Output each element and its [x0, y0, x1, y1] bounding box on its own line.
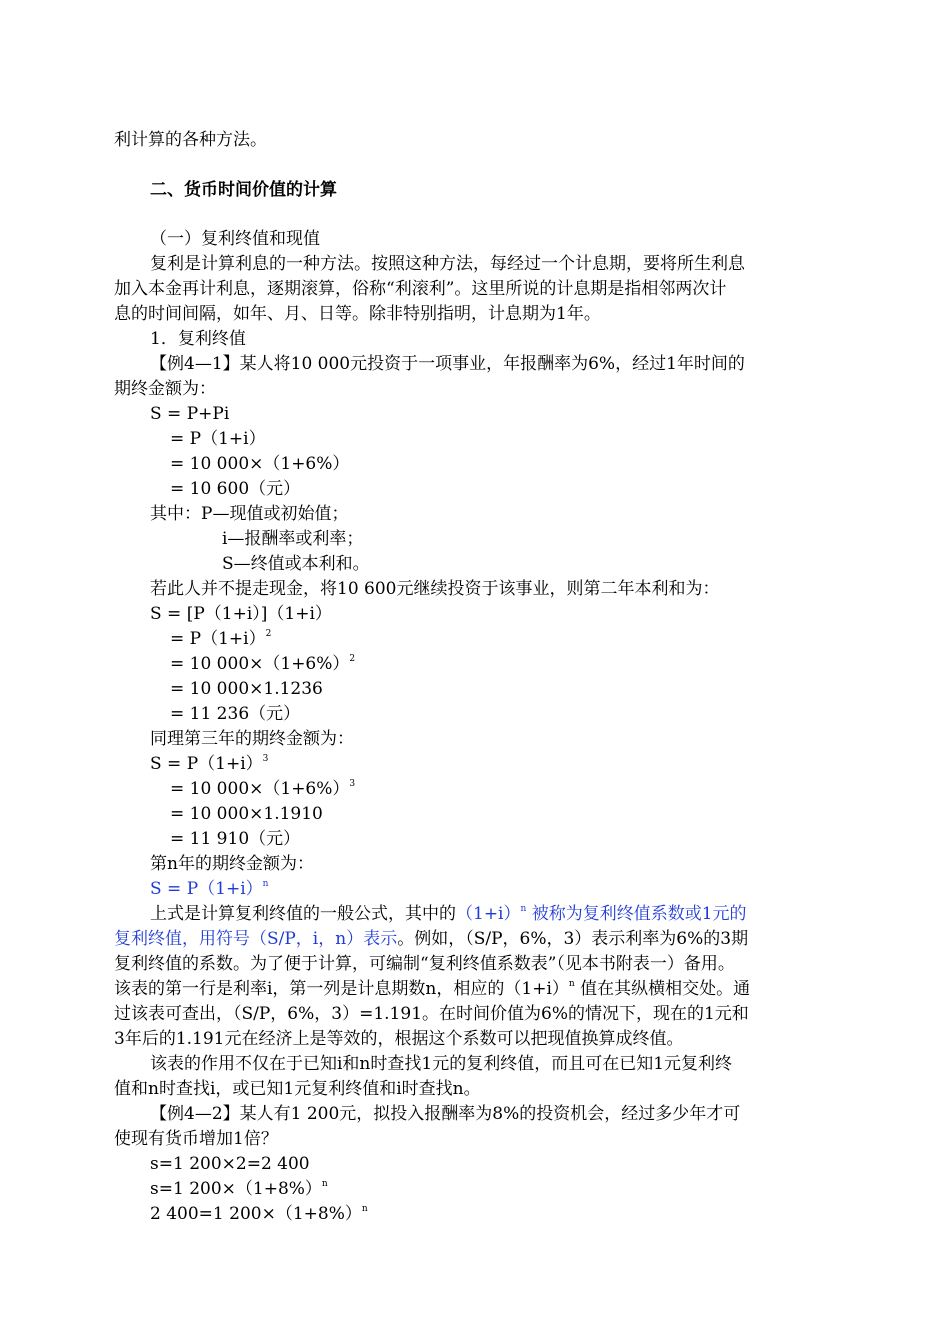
definition-line: S—终值或本利和。 — [222, 554, 370, 574]
formula-line: = 10 $000\times(1+6\%)^3$ — [170, 779, 356, 799]
formula-line: = 10 000×1.1236 — [170, 679, 323, 699]
para2-line: 复利终值，用符号（S/P，i，n）表示。例如，（S/P，6%，3）表示利率为6%的3期 — [114, 929, 749, 949]
formula-line: = 10 000×（1+6%） — [170, 454, 350, 474]
general-formula: $S = P(1+i)^n$ — [150, 879, 269, 899]
formula-line: = 11 236（元） — [170, 704, 301, 724]
formula-line: = 10 600（元） — [170, 479, 301, 499]
formula-line: $S = P(1+i)^3$ — [150, 754, 269, 774]
year3-intro: 同理第三年的期终金额为： — [150, 729, 354, 749]
subsection-title: （一）复利终值和现值 — [150, 229, 320, 249]
year-n-intro: 第n年的期终金额为： — [150, 854, 314, 874]
formula-line: s=1 200×2=2 400 — [150, 1154, 310, 1174]
para1-line: 息的时间间隔，如年、月、日等。除非特别指明，计息期为1年。 — [114, 304, 601, 324]
example2-line: 使现有货币增加1倍？ — [114, 1129, 278, 1149]
para2-line: 3年后的1.191元在经济上是等效的，根据这个系数可以把现值换算成终值。 — [114, 1029, 684, 1049]
example1-line: 【例4—1】某人将10 000元投资于一项事业，年报酬率为6%，经过1年时间的 — [150, 354, 745, 374]
formula-line: S = [P（1+i）]（1+i） — [150, 604, 332, 624]
para3-line: 值和n时查找i，或已知1元复利终值和i时查找n。 — [114, 1079, 481, 1099]
definition-line: 其中：P—现值或初始值； — [150, 504, 349, 524]
para2-line: 上式是计算复利终值的一般公式，其中的$(1+i)^n$ 被称为复利终值系数或1元的 — [150, 904, 747, 924]
example2-line: 【例4—2】某人有1 200元，拟投入报酬率为8%的投资机会，经过多少年才可 — [150, 1104, 741, 1124]
formula-line: s=1 $200\times(1+8\%)^n$ — [150, 1179, 328, 1199]
para3-line: 该表的作用不仅在于已知i和n时查找1元的复利终值，而且可在已知1元复利终 — [150, 1054, 733, 1074]
intro-tail: 利计算的各种方法。 — [114, 130, 267, 150]
year2-intro: 若此人并不提走现金，将10 600元继续投资于该事业，则第二年本利和为： — [150, 579, 720, 599]
item-title: 1．复利终值 — [150, 329, 246, 349]
formula-line: 2 400=1 $200\times(1+8\%)^n$ — [150, 1204, 368, 1224]
section-heading: 二、货币时间价值的计算 — [150, 180, 337, 200]
example1-line: 期终金额为： — [114, 379, 216, 399]
para2-line: 过该表可查出，（S/P，6%，3）=1.191。在时间价值为6%的情况下，现在的1元和 — [114, 1004, 749, 1024]
para1-line: 加入本金再计利息，逐期滚算，俗称“利滚利”。这里所说的计息期是指相邻两次计 — [114, 279, 727, 299]
formula-line: = 10 000×1.1910 — [170, 804, 323, 824]
para2-line: 复利终值的系数。为了便于计算，可编制“复利终值系数表”（见本书附表一）备用。 — [114, 954, 735, 974]
para2-line: 该表的第一行是利率i，第一列是计息期数n，相应的$(1+i)^n$ 值在其纵横相交处。通 — [114, 979, 751, 999]
definition-line: i—报酬率或利率； — [222, 529, 364, 549]
formula-line: = P（1+i） — [170, 429, 266, 449]
para1-line: 复利是计算利息的一种方法。按照这种方法，每经过一个计息期，要将所生利息 — [150, 254, 745, 274]
formula-line: = 11 910（元） — [170, 829, 301, 849]
formula-line: S = P+Pi — [150, 404, 230, 424]
formula-line: = 10 $000\times(1+6\%)^2$ — [170, 654, 356, 674]
formula-line: = $P(1+i)^2$ — [170, 629, 272, 649]
